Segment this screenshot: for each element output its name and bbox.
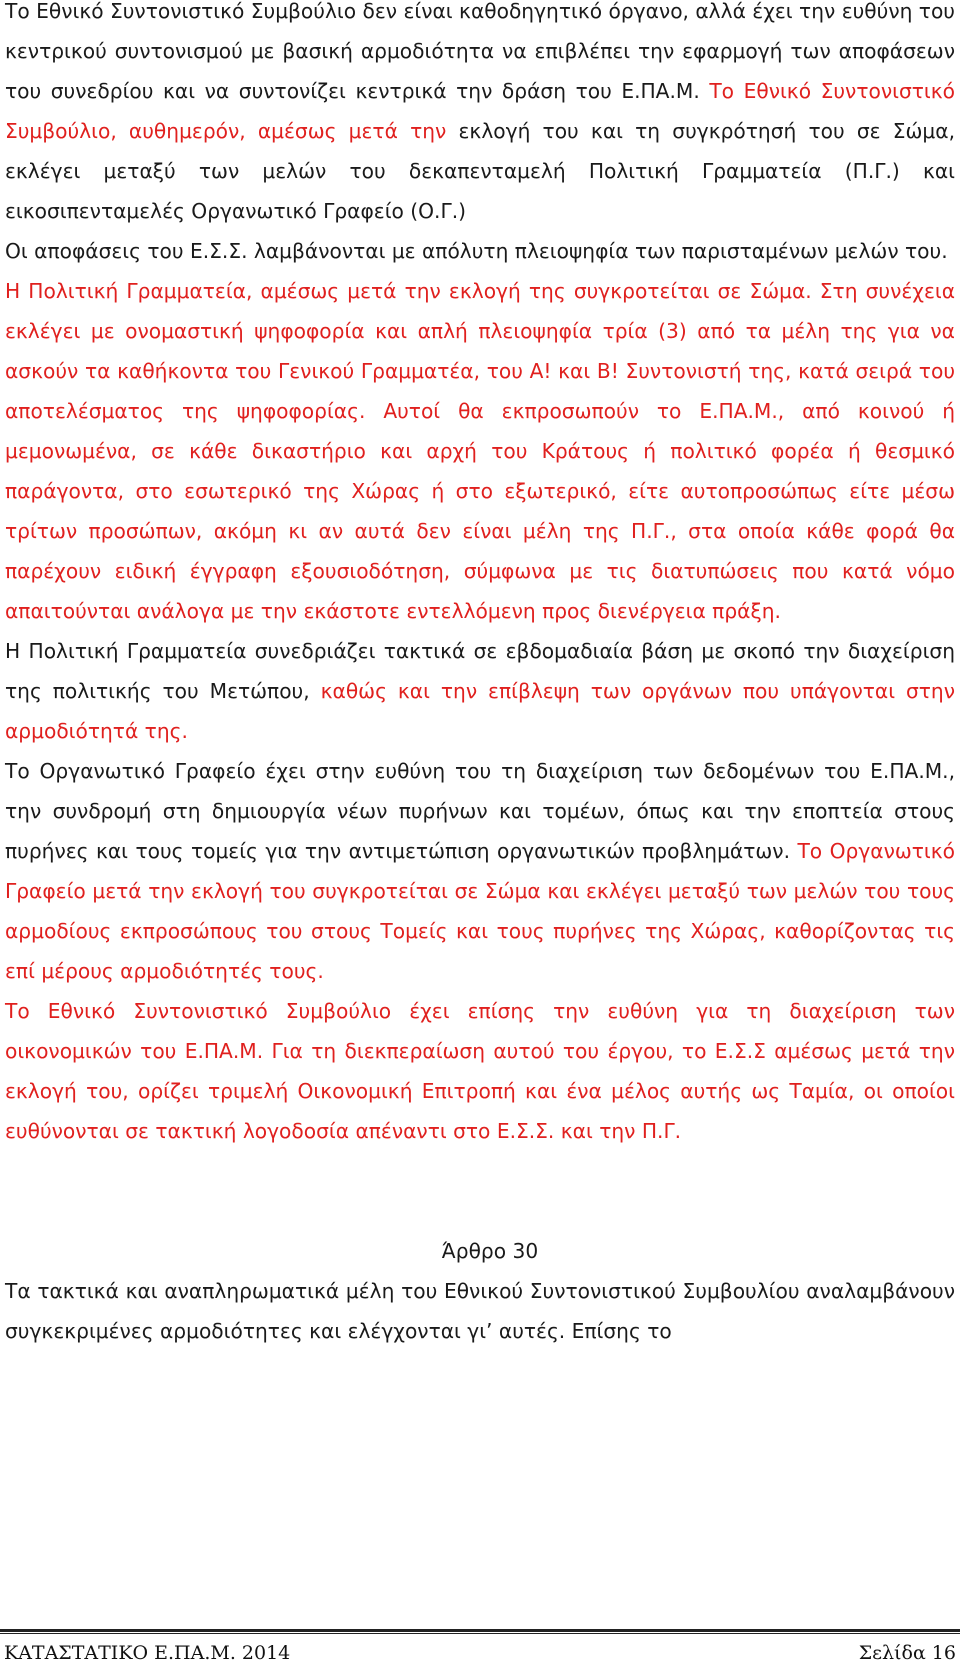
page-footer: [4, 1629, 956, 1664]
spacer: [5, 1151, 955, 1231]
document-body: [5, 0, 955, 1351]
paragraph-finances: Το Εθνικό Συντονιστικό Συμβούλιο έχει επίσης την ευθύνη για τη διαχείριση των οικονομικών του Ε.ΠΑ.Μ. Για τη διεκπεραίωση αυτού του έργου, το Ε.Σ.Σ αμέσως μετά την εκλογή του, ορίζει τριμελή Οικονομική Επιτροπή και ένα μέλος αυτής ως Ταμία, οι οποίοι ευθύνονται σε τακτική λογοδοσία απέναντι στο Ε.Σ.Σ. και την Π.Γ.: [5, 999, 955, 1143]
paragraph-ess-decisions: Οι αποφάσεις του Ε.Σ.Σ. λαμβάνονται με απόλυτη πλειοψηφία των παρισταμένων μελών του.: [5, 239, 948, 263]
paragraph-organizational-office: [5, 751, 955, 991]
paragraph-secretariat-meetings: [5, 631, 955, 751]
paragraph-ess-role: [5, 0, 955, 231]
paragraph-organizational-office-highlight: Το Οργανωτικό Γραφείο μετά την εκλογή του συγκροτείται σε Σώμα και εκλέγει μεταξύ των μελών του τους αρμοδίους εκπροσώπους του στους Τομείς και τους πυρήνες της Χώρας, καθορίζοντας τις επί μέρους αρμοδιότητές τους.: [5, 839, 955, 983]
paragraph-political-secretariat: Η Πολιτική Γραμματεία, αμέσως μετά την εκλογή της συγκροτείται σε Σώμα. Στη συνέχεια εκλέγει με ονομαστική ψηφοφορία και απλή πλειοψηφία τρία (3) από τα μέλη της για να ασκούν τα καθήκοντα του Γενικού Γραμματέα, του Α! και Β! Συντονιστή της, κατά σειρά του αποτελέσματος της ψηφοφορίας. Αυτοί θα εκπροσωπούν το Ε.ΠΑ.Μ., από κοινού ή μεμονωμένα, σε κάθε δικαστήριο και αρχή του Κράτους ή πολιτικό φορέα ή θεσμικό παράγοντα, στο εσωτερικό της Χώρας ή στο εξωτερικό, είτε αυτοπροσώπως είτε μέσω τρίτων προσώπων, ακόμη κι αν αυτά δεν είναι μέλη της Π.Γ., στα οποία κάθε φορά θα παρέχουν ειδική έγγραφη εξουσιοδότηση, σύμφωνα με τις διατυπώσεις που κατά νόμο απαιτούνται ανάλογα με την εκάστοτε εντελλόμενη προς διενέργεια πράξη.: [5, 279, 955, 623]
article-heading: Άρθρο 30: [441, 1239, 539, 1263]
paragraph-secretariat-meetings-text: Η Πολιτική Γραμματεία συνεδριάζει τακτικά σε εβδομαδιαία βάση με σκοπό την διαχείριση της πολιτικής του Μετώπου,: [5, 639, 955, 703]
paragraph-ess-role-text: Το Εθνικό Συντονιστικό Συμβούλιο δεν είναι καθοδηγητικό όργανο, αλλά έχει την ευθύνη του κεντρικού συντονισμού με βασική αρμοδιότητα να επιβλέπει την εφαρμογή των αποφάσεων του συνεδρίου και να συντονίζει κεντρικά την δράση του Ε.ΠΑ.Μ.: [5, 0, 955, 103]
paragraph-secretariat-meetings-highlight: καθώς και την επίβλεψη των οργάνων που υπάγονται στην αρμοδιότητά της.: [5, 679, 956, 743]
footer-document-title: ΚΑΤΑΣΤΑΤΙΚΟ Ε.ΠΑ.Μ. 2014: [4, 1642, 291, 1664]
footer-page-number: Σελίδα 16: [858, 1642, 956, 1664]
paragraph-ess-role-continuation: εκλογή του και τη συγκρότησή του σε Σώμα, εκλέγει μεταξύ των μελών του δεκαπενταμελή Πολιτική Γραμματεία (Π.Γ.) και εικοσιπενταμελές Οργανωτικό Γραφείο (Ο.Γ.): [5, 119, 956, 223]
paragraph-article-30: Τα τακτικά και αναπληρωματικά μέλη του Εθνικού Συντονιστικού Συμβουλίου αναλαμβάνουν συγκεκριμένες αρμοδιότητες και ελέγχονται γι’ αυτές. Επίσης το: [5, 1279, 955, 1343]
paragraph-ess-role-highlight: Το Εθνικό Συντονιστικό Συμβούλιο, αυθημερόν, αμέσως μετά την: [5, 79, 955, 143]
paragraph-organizational-office-text: Το Οργανωτικό Γραφείο έχει στην ευθύνη του τη διαχείριση των δεδομένων του Ε.ΠΑ.Μ., την συνδρομή στη δημιουργία νέων πυρήνων και τομέων, όπως και την εποπτεία στους πυρήνες και τους τομείς για την αντιμετώπιση οργανωτικών προβλημάτων.: [5, 759, 955, 863]
